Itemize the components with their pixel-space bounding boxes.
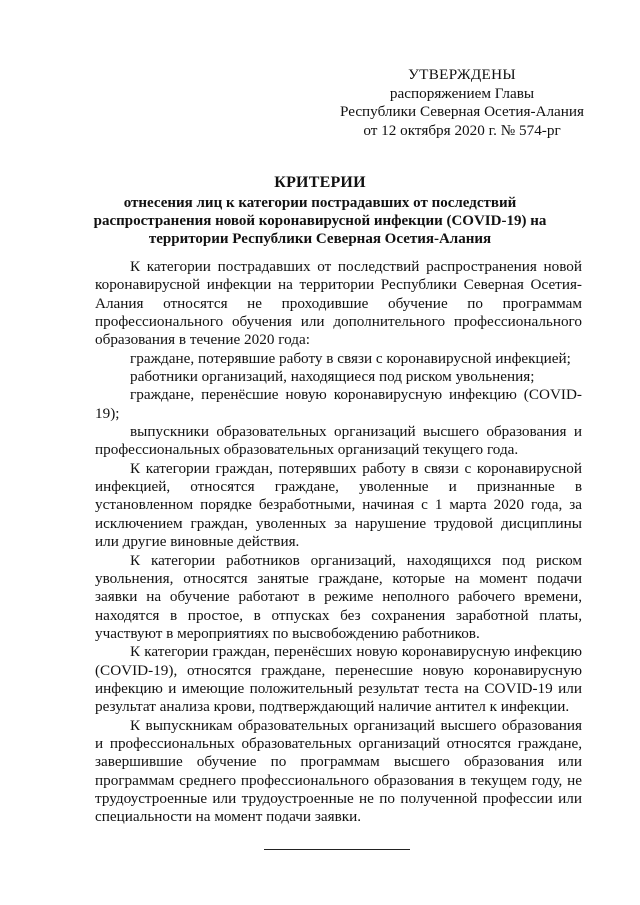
approval-date: от 12 октября 2020 г. № 574-рг — [363, 121, 561, 139]
approval-heading: УТВЕРЖДЕНЫ — [408, 66, 516, 83]
paragraph-intro: К категории пострадавших от последствий распространения новой коронавирусной инфекции на территории Республики Северная Осетия-Алания относятся не проходившие обучение по программам профессионального обучения или дополнительного профессионального образования в течение 2020 года: — [95, 258, 582, 349]
document-title: КРИТЕРИИ — [274, 174, 366, 191]
approval-region: Республики Северная Осетия-Алания — [339, 103, 585, 120]
paragraph-unemployed: К категории граждан, потерявших работу в связи с коронавирусной инфекцией, относятся граждане, уволенные и признанные в установленном порядке безработными, начиная с 1 марта 2020 года, за исключением граждан, уволенных за нарушение трудовой дисциплины или другие виновные действия. — [95, 459, 582, 551]
list-item: граждане, перенёсшие новую коронавирусную инфекцию (COVID-19); — [95, 386, 582, 422]
document-body — [95, 258, 582, 827]
document-subtitle: отнесения лиц к категории пострадавших от последствий распространения новой коронавирусной инфекции (COVID-19) на территории Республики Северная Осетия-Алания — [93, 195, 547, 248]
closing-divider — [264, 849, 410, 850]
paragraph-recovered: К категории граждан, перенёсших новую коронавирусную инфекцию (COVID-19), относятся граждане, перенесшие новую коронавирусную инфекцию и имеющие положительный результат теста на COVID-19 или результат анализа крови, подтверждающий наличие антител к инфекции. — [95, 643, 582, 716]
approval-issuer: распоряжением Главы — [389, 84, 535, 102]
list-item: работники организаций, находящиеся под риском увольнения; — [130, 368, 535, 386]
document-title-block — [70, 173, 570, 249]
paragraph-at-risk: К категории работников организаций, находящихся под риском увольнения, относятся занятые граждане, которые на момент подачи заявки на обучение работают в режиме неполного рабочего времени, находятся в простое, в отпусках без сохранения заработной платы, участвуют в мероприятиях по высвобождению работников. — [95, 551, 582, 642]
list-item: граждане, потерявшие работу в связи с коронавирусной инфекцией; — [130, 349, 571, 367]
list-item: выпускники образовательных организаций высшего образования и профессиональных образовательных организаций текущего года. — [95, 423, 582, 459]
paragraph-graduates: К выпускникам образовательных организаций высшего образования и профессиональных образовательных организаций относятся граждане, завершившие обучение по программам высшего образования или программам среднего профессионального образования в текущем году, не трудоустроенные или трудоустроенные не по полученной профессии или специальности на момент подачи заявки. — [95, 716, 582, 826]
approval-stamp — [332, 66, 592, 140]
